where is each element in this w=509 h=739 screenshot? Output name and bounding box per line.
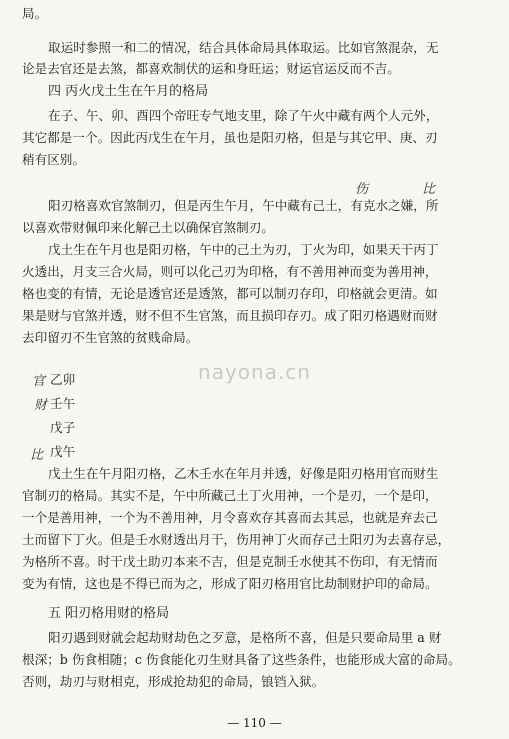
- handwritten-mark: 财: [34, 398, 48, 413]
- text-line: 稍有区别。: [22, 152, 85, 167]
- text-line: 官制刃的格局。其实不是，午中所藏己土丁火用神，一个是刃，一个是印，: [22, 488, 438, 503]
- text-line: 一个是善用神，一个为不善用神，月令喜欢存其喜而去其忌，也就是弃去己: [22, 510, 438, 525]
- pillar-day: 戊子: [50, 420, 76, 435]
- text-line: 否则，劫刃与财相克，形成抢劫犯的命局，锒铛入狱。: [22, 674, 325, 689]
- text-line: 其它都是一个。因此丙戊生在午月，虽也是阳刃格，但是与其它甲、庚、刃: [22, 130, 438, 145]
- text-line: 果是财与官煞并透，财不但不生官煞，而且损印存刃。成了阳刃格遇财而财: [22, 308, 438, 323]
- text-line: 阳刃遇到财就会起劫财劫色之歹意，是格所不喜，但是只要命局里 a 财: [48, 630, 442, 645]
- pillar-year: 乙卯: [50, 372, 76, 387]
- text-line: 戊土生在午月也是阳刃格，午中的己土为刃，丁火为印，如果天干丙丁: [48, 242, 439, 257]
- text-line: 以喜欢带财佩印来化解己土以确保官煞制刃。: [22, 220, 274, 235]
- section-heading: 五 阳刃格用财的格局: [48, 606, 170, 621]
- pillar-month: 壬午: [50, 396, 76, 411]
- pillar-hour: 戊午: [50, 444, 76, 459]
- watermark: nayona.cn: [198, 360, 311, 384]
- text-line: 根深；b 伤食相随；c 伤食能化刃生财具备了这些条件，也能形成大富的命局。: [22, 652, 461, 667]
- handwritten-mark: 官: [32, 374, 46, 389]
- text-line: 戊土生在午月阳刃格，乙木壬水在年月并透，好像是阳刃格用官而财生: [48, 466, 439, 481]
- text-line: 阳刃格喜欢官煞制刃，但是丙生午月，午中藏有己土，有克水之嫌，所: [48, 198, 439, 213]
- text-line: 局。: [22, 6, 48, 21]
- text-line: 在子、午、卯、酉四个帝旺专气地支里，除了午火中藏有两个人元外，: [48, 108, 439, 123]
- page-number: — 110 —: [227, 716, 282, 730]
- text-line: 去印留刃不生官煞的贫贱命局。: [22, 330, 199, 345]
- text-line: 为格所不喜。时干戊土助刃本来不吉，但是克制壬水使其不伤印，有无情而: [22, 554, 438, 569]
- handwritten-mark: 比: [30, 448, 44, 463]
- section-heading: 四 丙火戊土生在午月的格局: [48, 84, 209, 99]
- text-line: 格也变的有情，无论是透官还是透煞，都可以制刃存印，印格就会更清。如: [22, 286, 438, 301]
- text-line: 变为有情，这也是不得已而为之，形成了阳刃格用官比劫制财护印的命局。: [22, 576, 438, 591]
- handwritten-mark: 比: [422, 182, 436, 197]
- text-line: 土而留下丁火。但是壬水财透出月干，伤用神丁火而存己土阳刃为去喜存忌，: [22, 532, 451, 547]
- text-line: 论是去官还是去煞，都喜欢制伏的运和身旺运；财运官运反而不吉。: [22, 61, 400, 76]
- handwritten-mark: 伤: [355, 182, 369, 197]
- text-line: 火透出，月支三合火局，则可以化己刃为印格，有不善用神而变为善用神，: [22, 264, 438, 279]
- text-line: 取运时参照一和二的情况，结合具体命局具体取运。比如官煞混杂，无: [48, 40, 439, 55]
